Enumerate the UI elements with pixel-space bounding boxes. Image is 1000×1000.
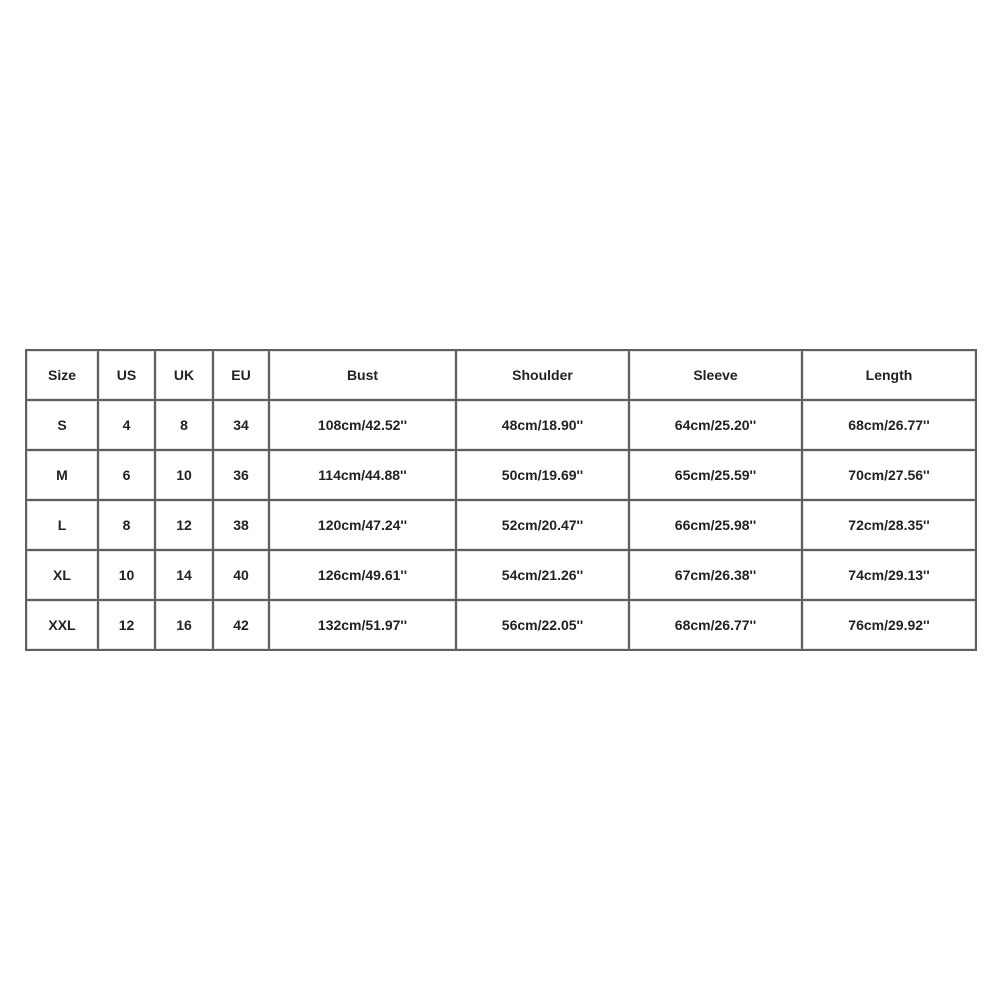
cell-bust: 120cm/47.24'' [269,500,456,550]
cell-us: 4 [98,400,155,450]
header-us: US [98,350,155,400]
cell-size: XXL [26,600,98,650]
cell-uk: 12 [155,500,213,550]
cell-shoulder: 56cm/22.05'' [456,600,629,650]
cell-size: S [26,400,98,450]
header-bust: Bust [269,350,456,400]
table-row [26,500,976,550]
cell-us: 12 [98,600,155,650]
cell-sleeve: 68cm/26.77'' [629,600,802,650]
cell-uk: 14 [155,550,213,600]
table-row [26,550,976,600]
cell-sleeve: 67cm/26.38'' [629,550,802,600]
cell-sleeve: 66cm/25.98'' [629,500,802,550]
header-size: Size [26,350,98,400]
cell-us: 8 [98,500,155,550]
table-row [26,450,976,500]
cell-eu: 40 [213,550,269,600]
cell-shoulder: 54cm/21.26'' [456,550,629,600]
cell-length: 68cm/26.77'' [802,400,976,450]
cell-bust: 108cm/42.52'' [269,400,456,450]
header-sleeve: Sleeve [629,350,802,400]
cell-shoulder: 50cm/19.69'' [456,450,629,500]
cell-bust: 132cm/51.97'' [269,600,456,650]
cell-shoulder: 52cm/20.47'' [456,500,629,550]
cell-length: 72cm/28.35'' [802,500,976,550]
table-row [26,400,976,450]
cell-uk: 8 [155,400,213,450]
cell-us: 10 [98,550,155,600]
cell-uk: 16 [155,600,213,650]
cell-eu: 34 [213,400,269,450]
cell-length: 74cm/29.13'' [802,550,976,600]
header-row [26,350,976,400]
cell-bust: 114cm/44.88'' [269,450,456,500]
size-chart-table [25,349,977,651]
cell-size: XL [26,550,98,600]
header-uk: UK [155,350,213,400]
cell-eu: 42 [213,600,269,650]
cell-eu: 38 [213,500,269,550]
cell-uk: 10 [155,450,213,500]
cell-length: 76cm/29.92'' [802,600,976,650]
header-eu: EU [213,350,269,400]
cell-eu: 36 [213,450,269,500]
table-row [26,600,976,650]
cell-us: 6 [98,450,155,500]
cell-length: 70cm/27.56'' [802,450,976,500]
cell-size: L [26,500,98,550]
header-length: Length [802,350,976,400]
cell-shoulder: 48cm/18.90'' [456,400,629,450]
header-shoulder: Shoulder [456,350,629,400]
cell-sleeve: 64cm/25.20'' [629,400,802,450]
cell-sleeve: 65cm/25.59'' [629,450,802,500]
cell-bust: 126cm/49.61'' [269,550,456,600]
cell-size: M [26,450,98,500]
